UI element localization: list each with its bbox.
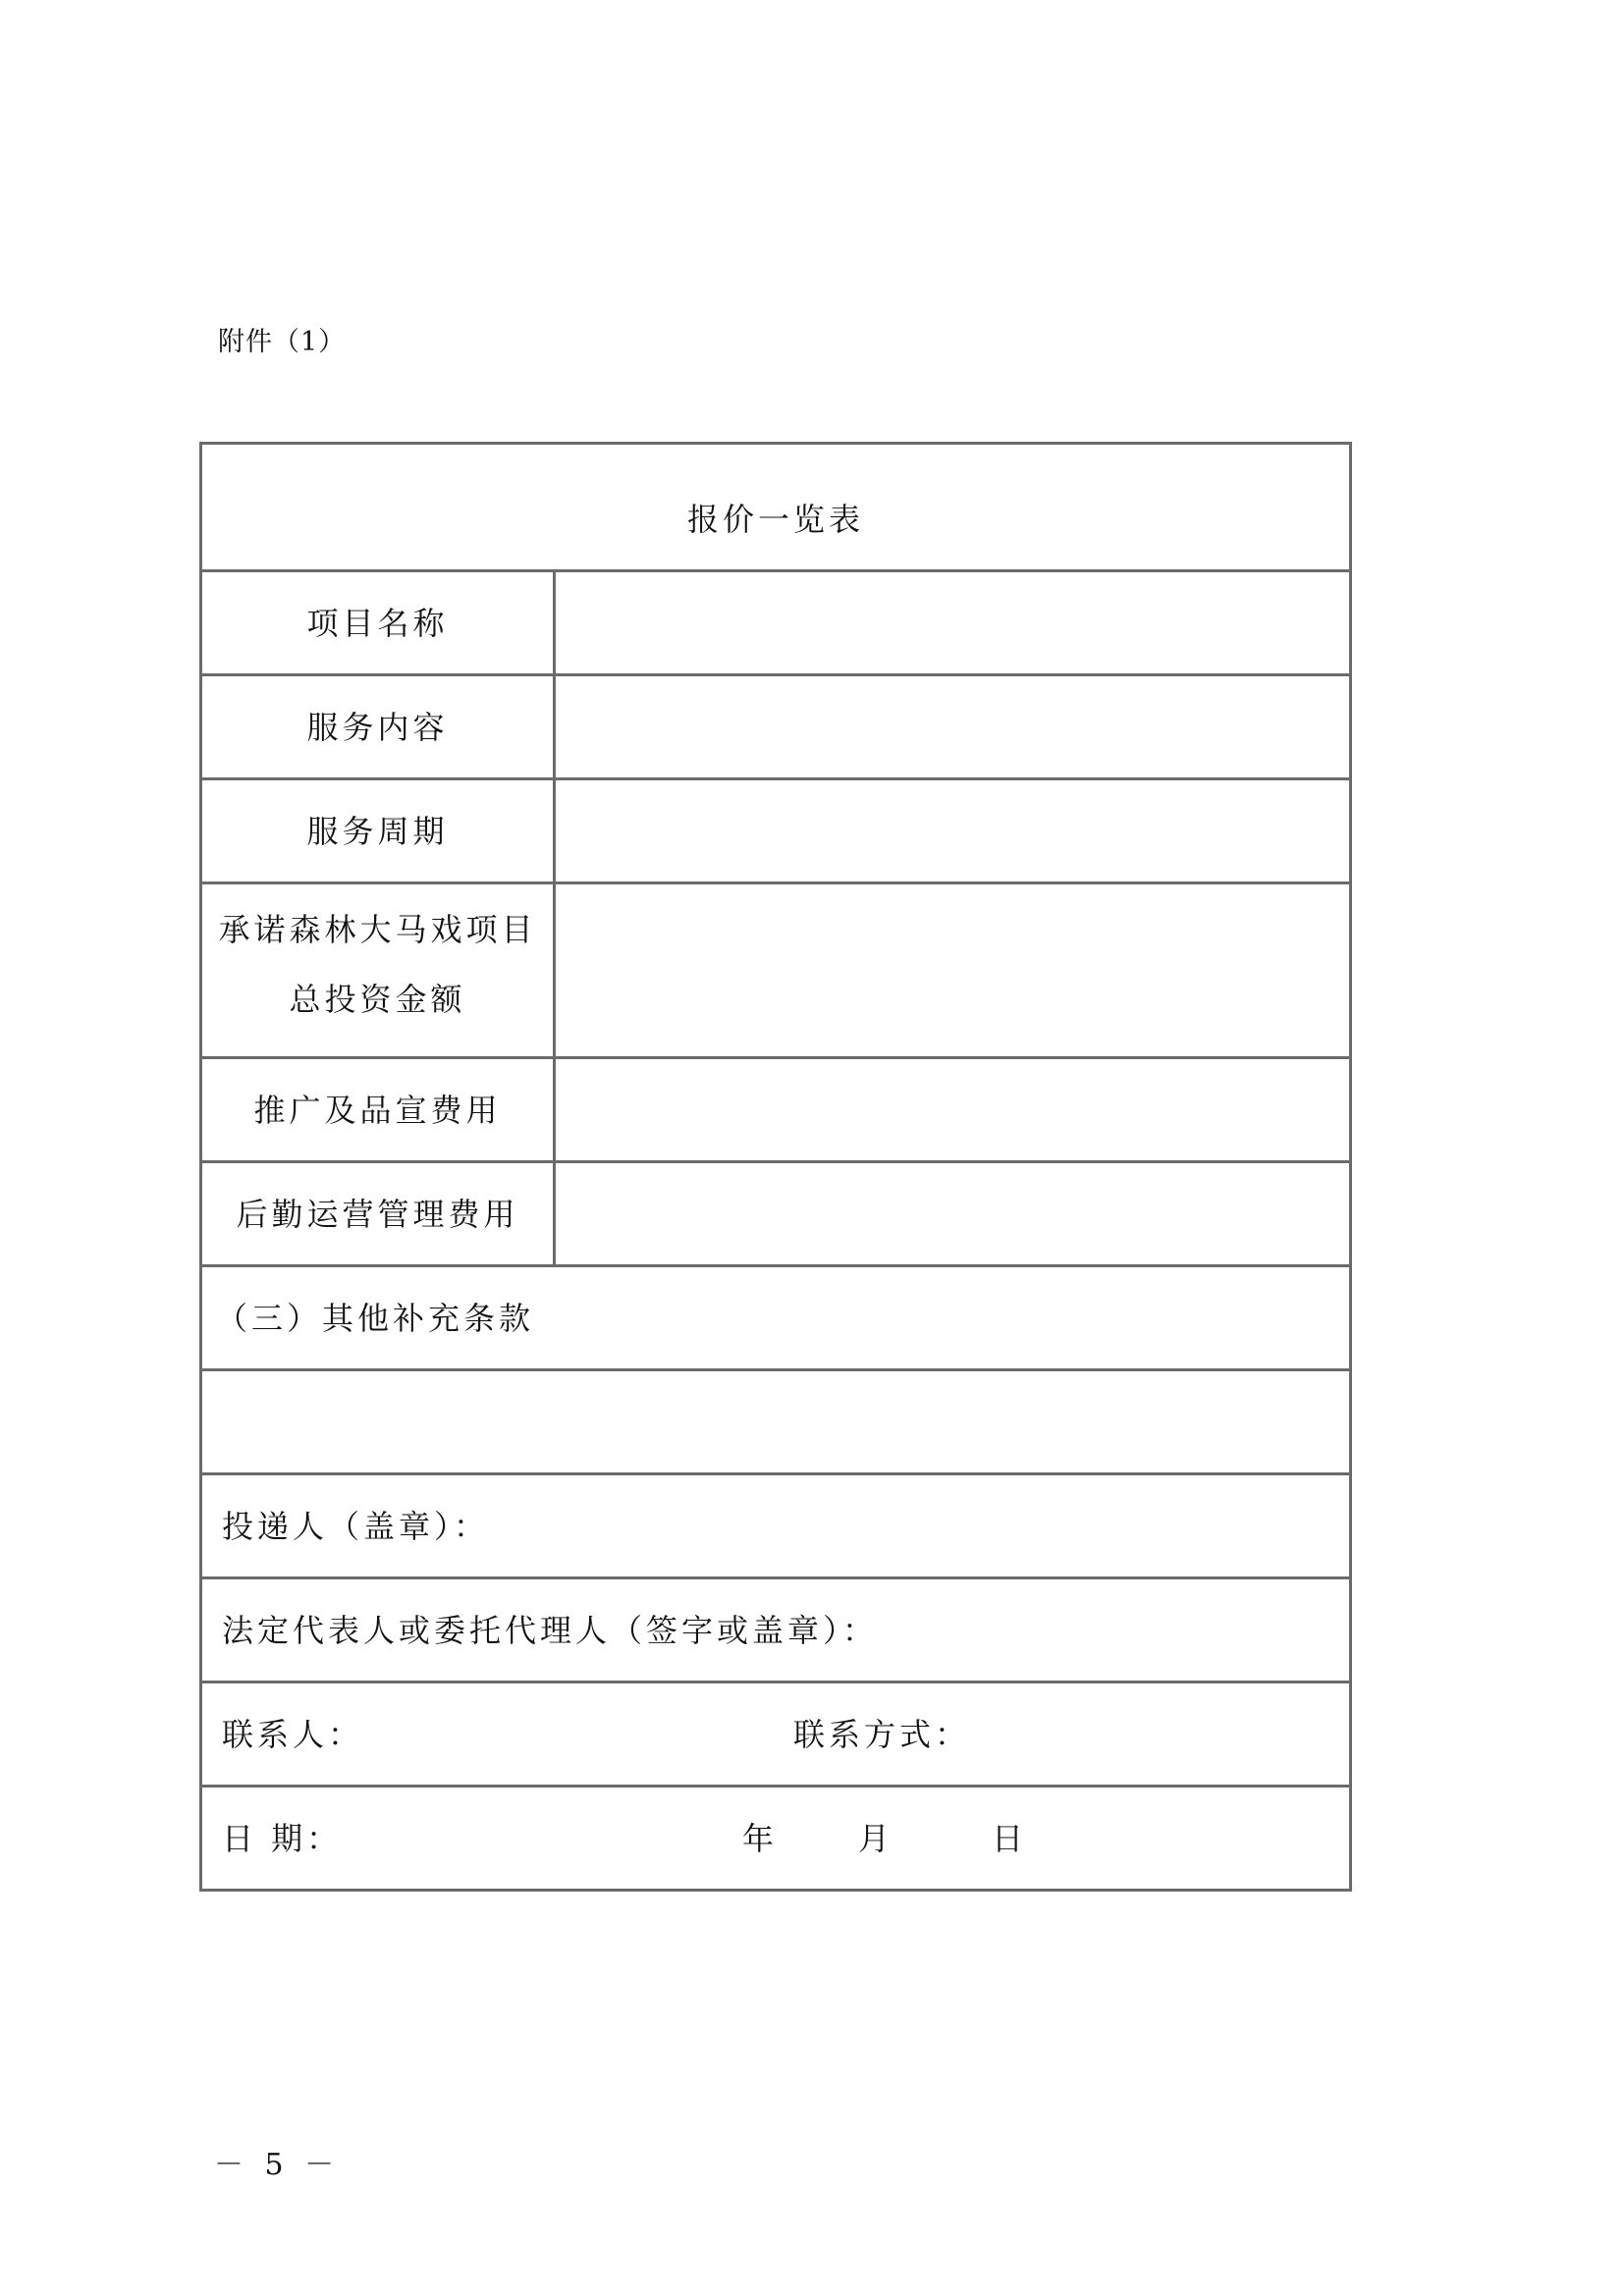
table-row [202, 1160, 1349, 1264]
contact-person-label: 联系人： [222, 1716, 364, 1753]
date-month-label: 月 [858, 1820, 894, 1857]
bidder-stamp-label: 投递人（盖章）： [222, 1508, 490, 1545]
label-line-2: 总投资金额 [289, 981, 466, 1018]
contact-cell [202, 1683, 1349, 1785]
table-title-row [202, 445, 1349, 569]
row-label-project-name: 项目名称 [202, 572, 556, 673]
supplement-heading-row [202, 1264, 1349, 1368]
row-label-total-investment [202, 884, 556, 1056]
table-title: 报价一览表 [686, 501, 864, 538]
project-name-field[interactable] [556, 572, 1349, 673]
supplement-value-row [202, 1368, 1349, 1472]
supplement-heading: （三）其他补充条款 [216, 1300, 535, 1337]
date-row [202, 1785, 1349, 1889]
table-row [202, 569, 1349, 673]
date-cell [202, 1788, 1349, 1889]
row-label-service-content: 服务内容 [202, 676, 556, 777]
service-period-field[interactable] [556, 780, 1349, 881]
attachment-label: 附件（1） [218, 327, 347, 357]
contact-row [202, 1681, 1349, 1785]
date-label: 日 期： [222, 1820, 343, 1857]
row-label-logistics-fee: 后勤运营管理费用 [202, 1163, 556, 1264]
logistics-fee-field[interactable] [556, 1163, 1349, 1264]
legal-rep-row [202, 1576, 1349, 1681]
supplement-field[interactable] [202, 1371, 1349, 1472]
row-label-service-period: 服务周期 [202, 780, 556, 881]
date-year-label: 年 [742, 1820, 779, 1857]
page-number: － 5 － [214, 2148, 341, 2182]
contact-method-label: 联系方式： [793, 1716, 971, 1753]
quotation-table [199, 442, 1352, 1892]
table-row [202, 1056, 1349, 1160]
total-investment-field[interactable] [556, 884, 1349, 1056]
legal-rep-label: 法定代表人或委托代理人（签字或盖章）： [222, 1612, 879, 1649]
table-row [202, 777, 1349, 881]
bidder-stamp-row [202, 1472, 1349, 1576]
table-row [202, 881, 1349, 1056]
promotion-fee-field[interactable] [556, 1059, 1349, 1160]
label-line-1: 承诺森林大马戏项目 [218, 911, 537, 948]
table-row [202, 673, 1349, 777]
row-label-promotion-fee: 推广及品宣费用 [202, 1059, 556, 1160]
date-day-label: 日 [992, 1820, 1028, 1857]
service-content-field[interactable] [556, 676, 1349, 777]
